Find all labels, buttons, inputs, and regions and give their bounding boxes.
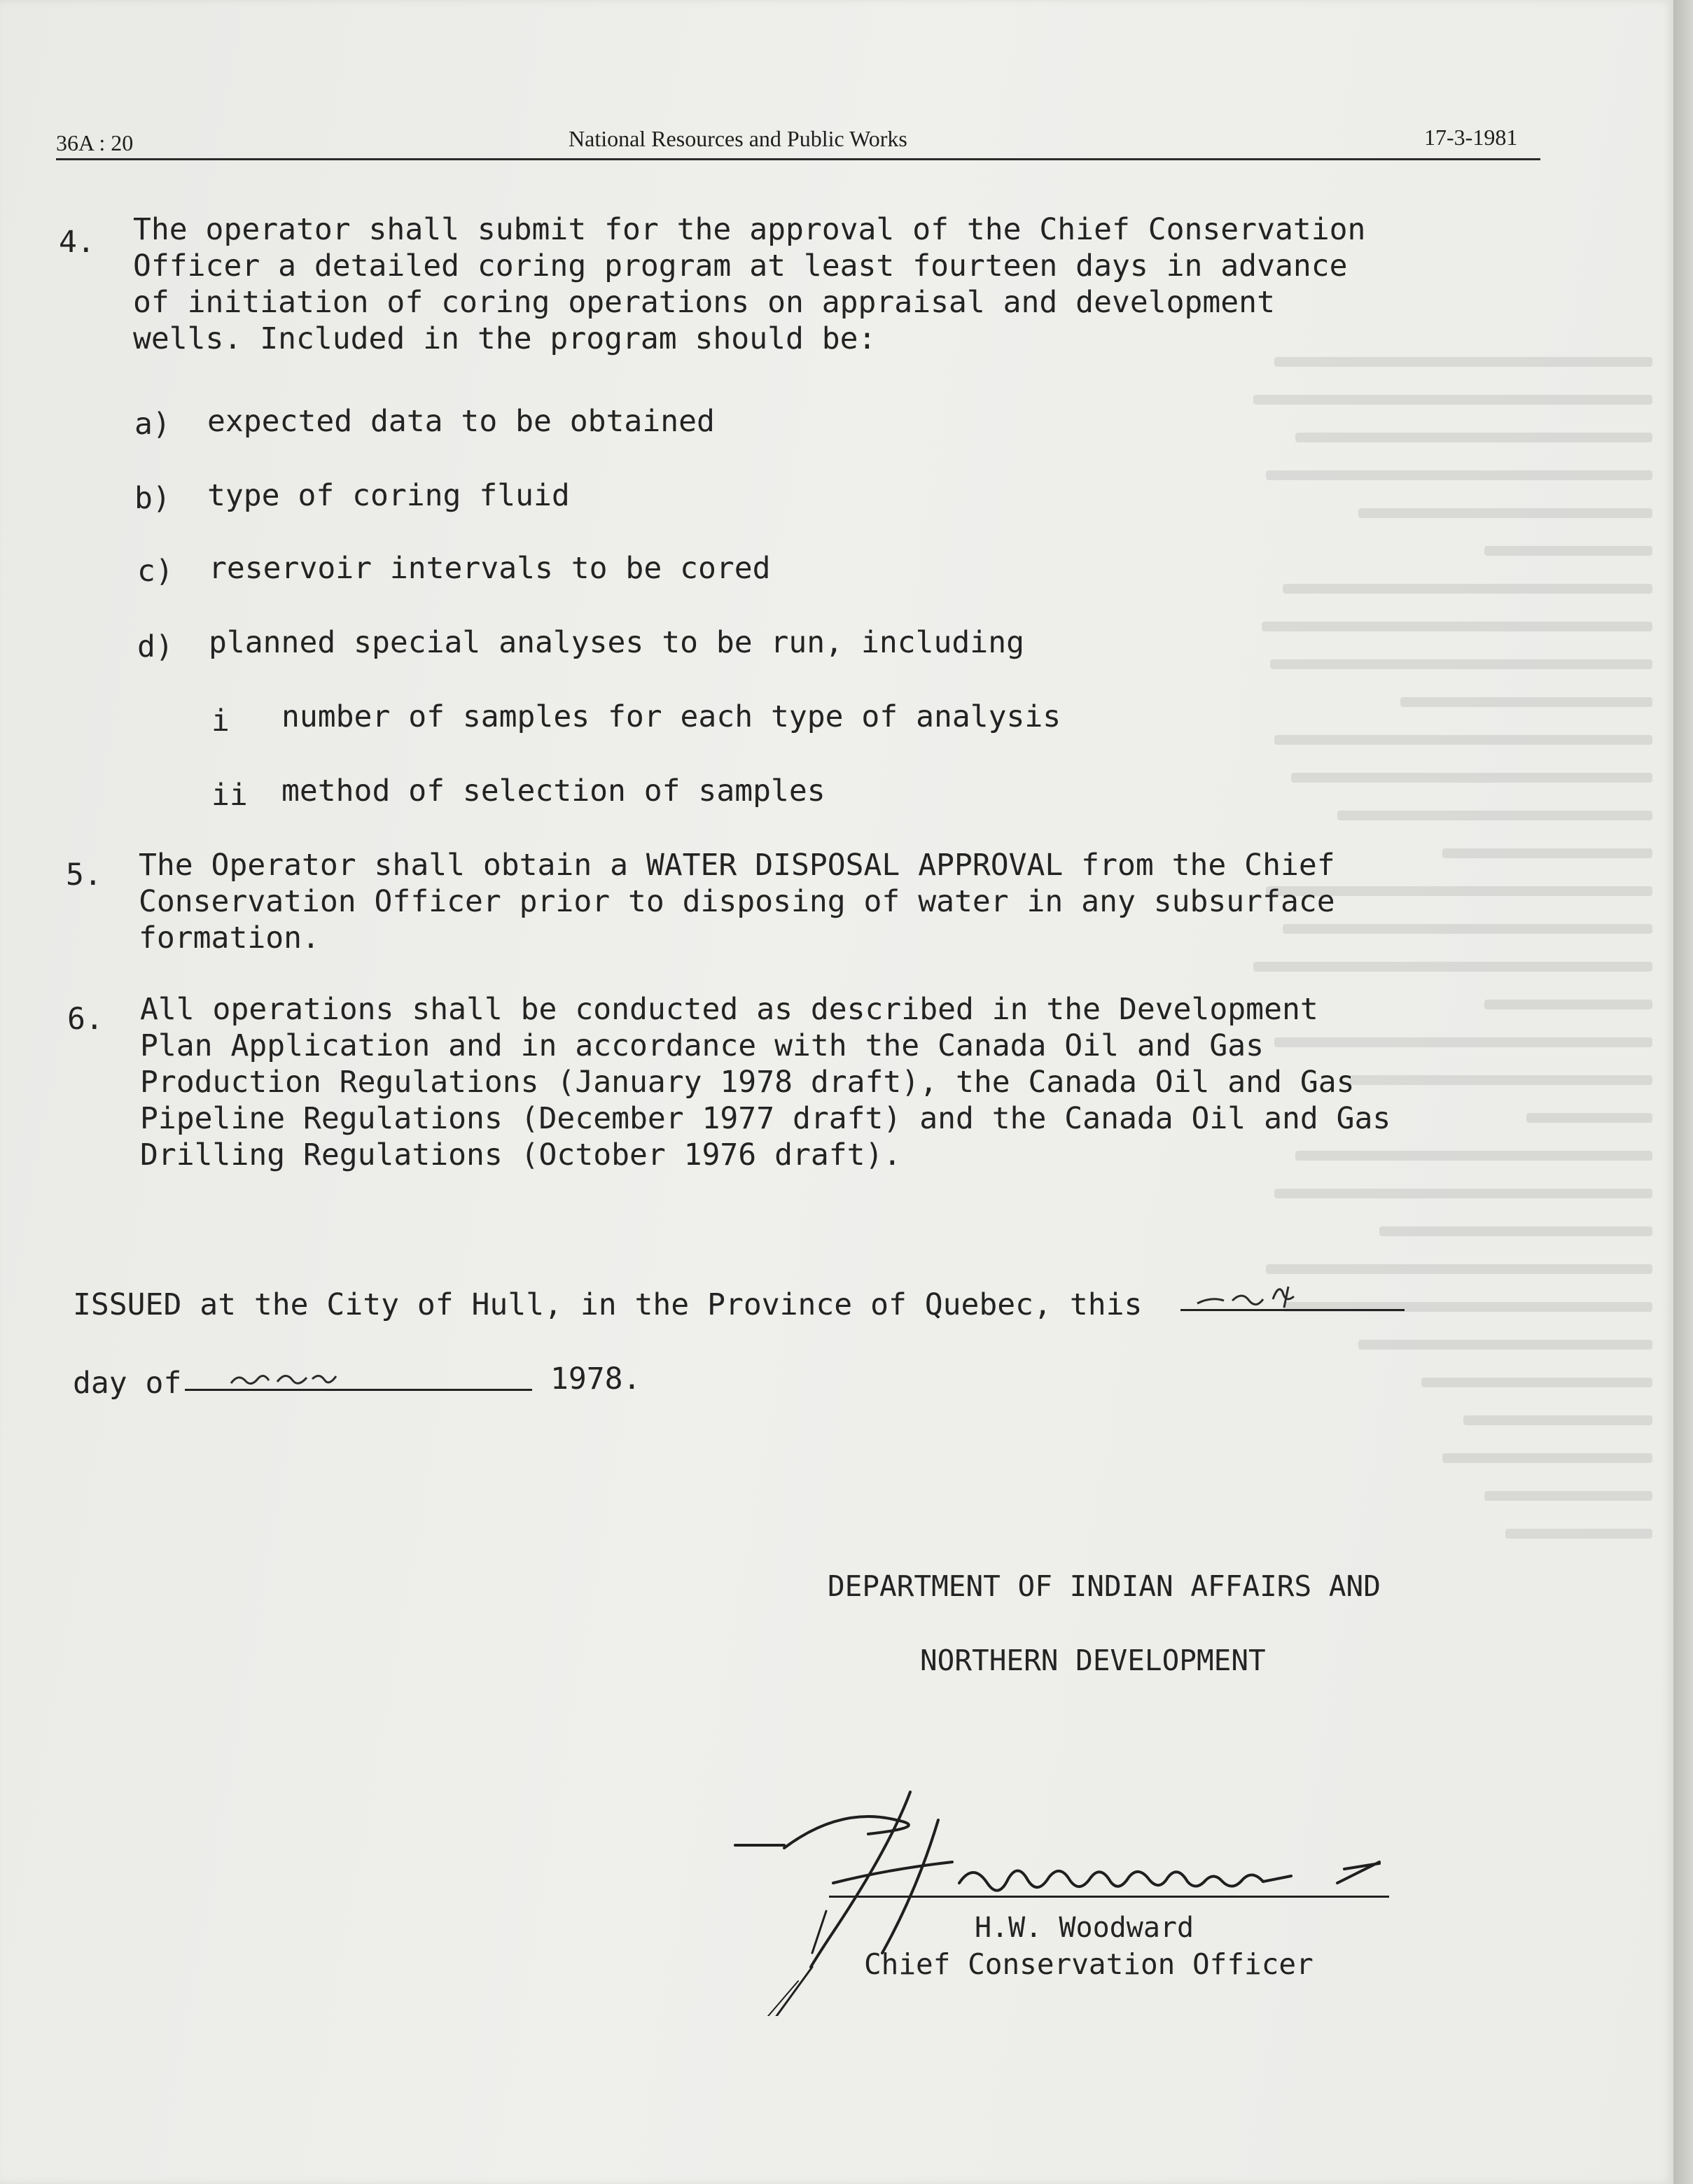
- item-number: 6.: [67, 1002, 104, 1037]
- header-title: National Resources and Public Works: [569, 126, 907, 151]
- department-line: NORTHERN DEVELOPMENT: [920, 1644, 1266, 1677]
- subitem-text: planned special analyses to be run, including: [209, 625, 1024, 660]
- item-line: Plan Application and in accordance with the Canada Oil and Gas: [140, 1028, 1264, 1063]
- subsubitem-label: i: [211, 704, 230, 738]
- subitem-label: a): [134, 407, 171, 442]
- item-line: formation.: [139, 920, 320, 955]
- subitem-text: type of coring fluid: [207, 478, 570, 513]
- item-line: of initiation of coring operations on appraisal and development: [133, 285, 1275, 320]
- signatory-name: H.W. Woodward: [975, 1912, 1194, 1944]
- item-line: The operator shall submit for the approval of the Chief Conservation: [133, 212, 1366, 247]
- page-edge: [1673, 0, 1693, 2184]
- item-line: All operations shall be conducted as described in the Development: [140, 992, 1318, 1027]
- issued-line: ISSUED at the City of Hull, in the Province of Quebec, this: [73, 1287, 1143, 1322]
- subsubitem-label: ii: [211, 778, 248, 813]
- issued-year: 1978.: [550, 1362, 641, 1396]
- item-line: Officer a detailed coring program at least fourteen days in advance: [133, 248, 1348, 284]
- department-line: DEPARTMENT OF INDIAN AFFAIRS AND: [828, 1569, 1381, 1603]
- signatory-title: Chief Conservation Officer: [864, 1947, 1314, 1981]
- item-line: Conservation Officer prior to disposing of water in any subsurface: [139, 884, 1335, 919]
- signature-line: [829, 1896, 1389, 1898]
- header-page-ref: 36A : 20: [56, 130, 134, 155]
- subitem-text: reservoir intervals to be cored: [209, 551, 771, 586]
- header-date: 17-3-1981: [1424, 125, 1518, 150]
- item-number: 4.: [59, 225, 95, 260]
- item-line: wells. Included in the program should be:: [133, 321, 877, 356]
- subitem-text: expected data to be obtained: [207, 404, 715, 439]
- handwritten-day: [1190, 1273, 1316, 1315]
- subsubitem-text: number of samples for each type of analysis: [281, 699, 1061, 734]
- item-line: Drilling Regulations (October 1976 draft).: [140, 1138, 902, 1172]
- subsubitem-text: method of selection of samples: [281, 774, 825, 808]
- header-rule: [56, 158, 1540, 160]
- item-line: Pipeline Regulations (December 1977 draft) and the Canada Oil and Gas: [140, 1101, 1391, 1136]
- subitem-label: c): [137, 554, 174, 589]
- item-number: 5.: [66, 858, 102, 892]
- handwritten-month: [224, 1358, 364, 1393]
- item-line: Production Regulations (January 1978 draft), the Canada Oil and Gas: [140, 1065, 1355, 1100]
- subitem-label: d): [137, 629, 174, 664]
- subitem-label: b): [134, 481, 171, 516]
- item-line: The Operator shall obtain a WATER DISPOSAL APPROVAL from the Chief: [139, 848, 1335, 883]
- issued-day-label: day of: [73, 1366, 182, 1401]
